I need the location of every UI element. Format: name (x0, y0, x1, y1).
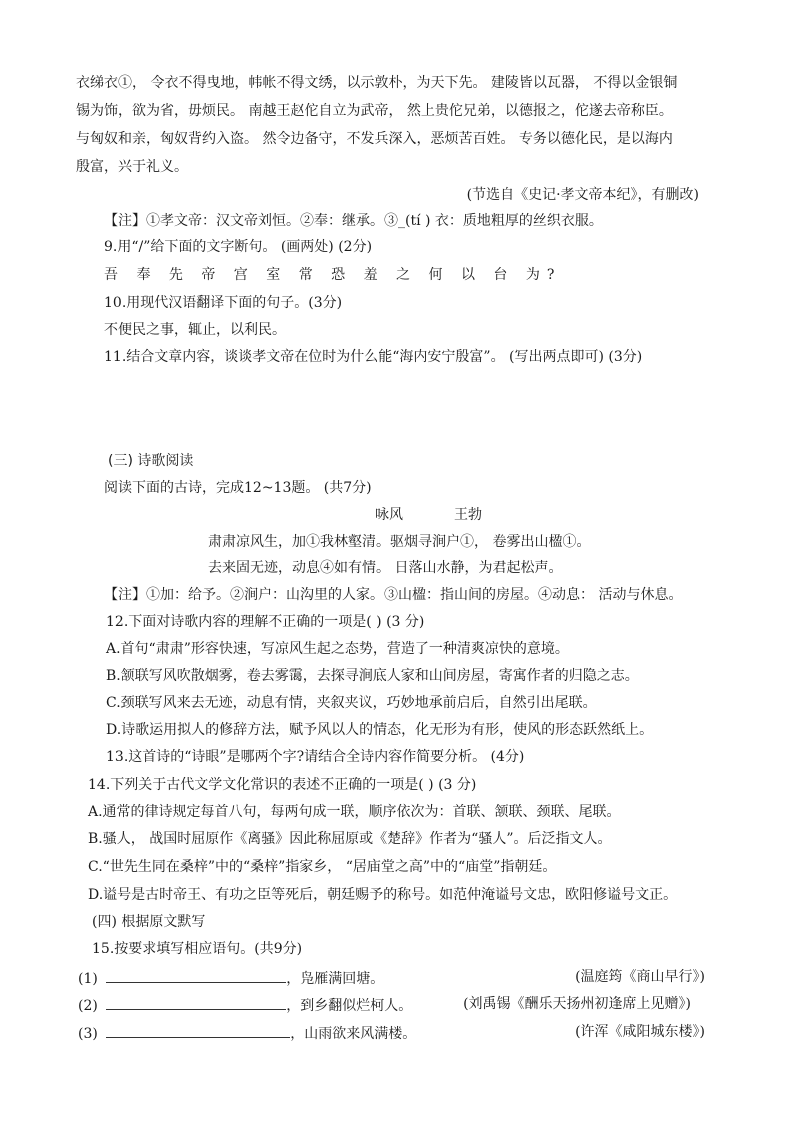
question-14-option-b: B.骚人， 战国时屈原作《离骚》因此称屈原或《楚辞》作者为“骚人”。后泛指文人。 (88, 831, 612, 847)
dictation-item-number: (2) (78, 998, 98, 1014)
passage-line-1: 衣绨衣①， 令衣不得曳地，帏帐不得文绣，以示敦朴，为天下先。 建陵皆以瓦器， 不得以金银铜 (76, 75, 678, 91)
passage-source: (节选自《史记·孝文帝本纪》，有删改) (466, 187, 699, 203)
question-10: 10.用现代汉语翻译下面的句子。(3分) (104, 295, 343, 311)
question-14-option-c: C.“世先生同在桑梓”中的“桑梓”指家乡， “居庙堂之高”中的“庙堂”指朝廷。 (88, 859, 557, 875)
passage-line-3: 与匈奴和亲，匈奴背约入盗。 然令边备守，不发兵深入，恶烦苦百姓。 专务以德化民，是以海内 (76, 131, 673, 147)
answer-blank[interactable] (106, 968, 286, 983)
dictation-item-number: (1) (78, 971, 98, 987)
question-12-option-b: B.颔联写风吹散烟雾，卷去雾霭，去探寻涧底人家和山间房屋，寄寓作者的归隐之志。 (106, 668, 639, 684)
question-12: 12.下面对诗歌内容的理解不正确的一项是( ) (3 分) (106, 614, 425, 630)
question-14-option-a: A.通常的律诗规定每首八句，每两句成一联，顺序依次为：首联、颔联、颈联、尾联。 (88, 804, 621, 820)
dictation-item-text: ，山雨欲来风满楼。 (290, 1026, 417, 1042)
passage-line-2: 锡为饰，欲为省，毋烦民。 南越王赵佗自立为武帝， 然上贵佗兄弟，以德报之，佗遂去帝称臣。 (76, 103, 673, 119)
poem-title: 咏风 (375, 507, 403, 523)
poem-note: 【注】①加：给予。②涧户：山沟里的人家。③山楹：指山间的房屋。④动息： 活动与休息。 (104, 587, 683, 603)
dictation-item-text: ，凫雁满回塘。 (286, 971, 385, 987)
passage-line-4: 殷富，兴于礼义。 (76, 159, 188, 175)
question-9: 9.用“/”给下面的文字断句。 (画两处) (2分) (104, 239, 373, 255)
dictation-item-source: (许浑《咸阳城东楼》) (575, 1024, 705, 1040)
poem-line-2: 去来固无迹，动息④如有情。 日落山水静，为君起松声。 (208, 560, 563, 576)
question-11: 11.结合文章内容，谈谈孝文帝在位时为什么能“海内安宁殷富”。 (写出两点即可) (3分) (104, 349, 643, 365)
dictation-item-number: (3) (78, 1026, 98, 1042)
dictation-item-1 (78, 968, 384, 988)
question-14-option-d: D.谥号是古时帝王、有功之臣等死后，朝廷赐予的称号。如范仲淹谥号文忠，欧阳修谥号文正。 (88, 887, 678, 903)
answer-blank[interactable] (106, 1023, 290, 1038)
dictation-item-source: (温庭筠《商山早行》) (575, 969, 705, 985)
answer-blank[interactable] (106, 995, 286, 1010)
poetry-intro: 阅读下面的古诗，完成12~13题。 (共7分) (104, 480, 372, 496)
dictation-item-2 (78, 995, 412, 1015)
question-15: 15.按要求填写相应语句。(共9分) (92, 941, 303, 957)
question-9-text: 吾 奉 先 帝 宫 室 常 恐 羞 之 何 以 台 为? (104, 267, 562, 283)
section-dictation-heading: (四) 根据原文默写 (92, 914, 206, 930)
question-12-option-c: C.颈联写风来去无迹，动息有情，夹叙夹议，巧妙地承前启后，自然引出尾联。 (106, 695, 597, 711)
question-10-text: 不便民之事，辄止，以利民。 (104, 322, 286, 338)
passage-note: 【注】①孝文帝：汉文帝刘恒。②奉：继承。③_(tí ) 衣：质地粗厚的丝织衣服。 (104, 213, 603, 229)
poem-author: 王勃 (454, 507, 482, 523)
dictation-item-3 (78, 1023, 416, 1043)
question-13: 13.这首诗的“诗眼”是哪两个字?请结合全诗内容作简要分析。 (4分) (106, 749, 525, 765)
question-12-option-a: A.首句“肃肃”形容快速，写凉风生起之态势，营造了一种清爽凉快的意境。 (106, 641, 569, 657)
question-14: 14.下列关于古代文学文化常识的表述不正确的一项是( ) (3 分) (88, 777, 477, 793)
question-12-option-d: D.诗歌运用拟人的修辞方法，赋予风以人的情态，化无形为有形，使风的形态跃然纸上。 (106, 722, 654, 738)
section-poetry-heading: (三) 诗歌阅读 (108, 453, 194, 469)
dictation-item-source: (刘禹锡《酬乐天扬州初逢席上见赠》) (463, 996, 691, 1012)
poem-line-1: 肃肃凉风生，加①我林壑清。驱烟寻涧户①， 卷雾出山楹①。 (208, 534, 591, 550)
dictation-item-text: ，到乡翻似烂柯人。 (286, 998, 413, 1014)
